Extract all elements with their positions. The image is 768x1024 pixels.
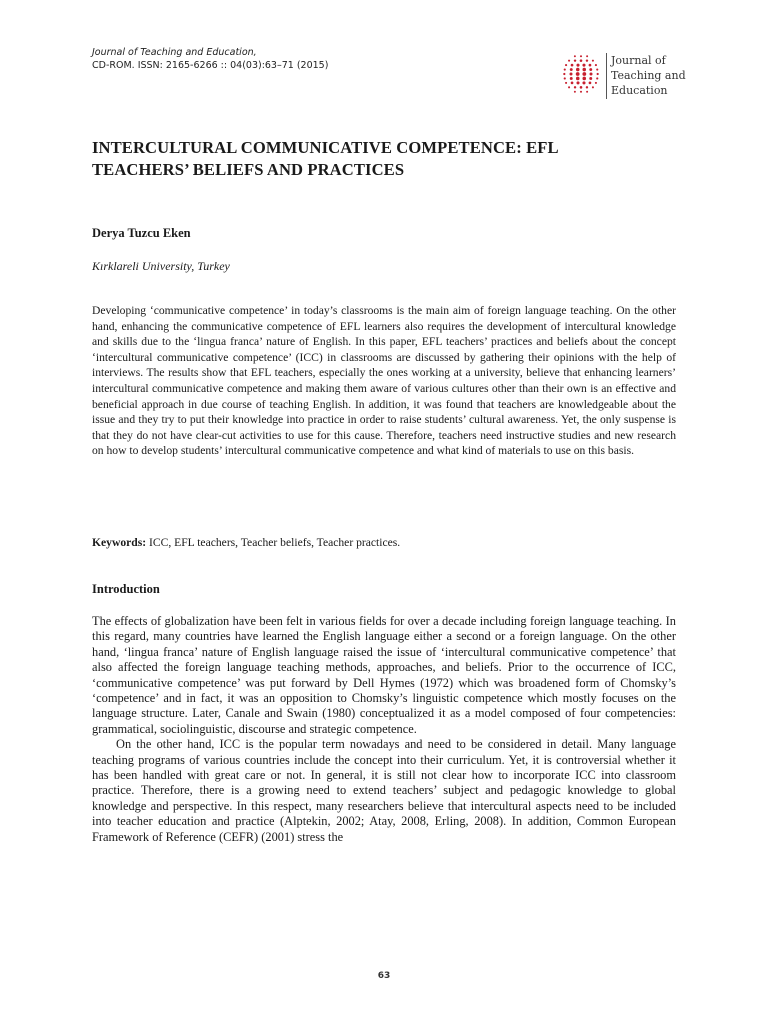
globe-dot [586,86,588,88]
author-affiliation: Kırklareli University, Turkey [92,259,230,273]
globe-dot [596,77,598,79]
globe-dot [590,73,593,76]
article-title [92,137,692,181]
globe-dot [580,59,583,62]
globe-dot [595,82,597,84]
title-line: INTERCULTURAL COMMUNICATIVE COMPETENCE: EFL [92,138,559,157]
journal-citation [92,46,328,72]
globe-dot [589,77,592,80]
globe-dot [563,73,565,75]
globe-dot [580,55,582,57]
body-text [92,614,676,845]
globe-dot [565,64,567,66]
globe-dot [571,82,574,85]
globe-dot [586,91,588,93]
globe-dot [576,68,580,72]
globe-dot [596,68,598,70]
logo-text [611,53,686,98]
globe-dot [568,86,570,88]
globe-dot [576,64,579,67]
journal-logo [558,51,688,101]
globe-dot [570,73,573,76]
globe-dot [576,77,580,81]
journal-issn: CD-ROM. ISSN: 2165-6266 :: 04(03):63–71 (2015) [92,60,329,71]
section-heading: Introduction [92,582,160,596]
logo-text-line: Journal of [611,54,666,67]
globe-dot [589,68,592,71]
paragraph: The effects of globalization have been felt in various fields for over a decade including foreign language teaching. In this regard, many countries have learned the English language either a second or a foreign language. On the other hand, ‘lingua franca’ nature of English language raised the issue of ‘intercultural communicative competence’ that also affected the foreign language teaching methods, approaches, and beliefs. Prior to the occurrence of ICC, ‘communicative competence’ was put forward by Dell Hymes (1972) which was broadened form of Chomsky’s ‘competence’ and in fact, it was an opposition to Chomsky’s linguistic competence which mostly focuses on the language structure. Later, Canale and Swain (1980) conceptualized it as a model composed of four competencies: grammatical, sociolinguistic, discourse and strategic competence. [92,614,676,736]
logo-text-line: Teaching and [611,69,686,82]
page-number: 63 [377,971,391,981]
globe-dot [576,72,580,76]
globe-dot [570,68,573,71]
globe-dot [597,73,599,75]
paragraph: On the other hand, ICC is the popular term nowadays and need to be considered in detail. Many language teaching programs of various countries include the concept into their curriculum. Yet, it is controversial whether it has been handled with great care or not. In general, it is still not clear how to incorporate ICC into classroom practice. Therefore, there is a growing need to extend teachers’ subject and pedagogic knowledge to global knowledge and perspective. In this respect, many researchers believe that intercultural aspects need to be included into teacher education and practice (Alptekin, 2002; Atay, 2008, Erling, 2008). In addition, Common European Framework of Reference (CEFR) (2001) stress the [92,737,676,844]
globe-dot [582,72,586,76]
globe-dot [574,86,576,88]
globe-dot [589,82,592,85]
globe-dot [574,91,576,93]
globe-dot [571,64,574,67]
globe-dot [574,55,576,57]
globe-dot [582,64,585,67]
globe-dot [580,91,582,93]
globe-dot [592,86,594,88]
logo-divider [606,53,607,99]
globe-dot [582,68,586,72]
globe-dot [574,59,576,61]
globe-dot [565,82,567,84]
author-name: Derya Tuzcu Eken [92,226,191,240]
globe-dot [592,60,594,62]
globe-dot [580,86,583,89]
abstract: Developing ‘communicative competence’ in today’s classrooms is the main aim of foreign language teaching. On the other hand, enhancing the communicative competence of EFL learners also requires the development of intercultural knowledge and skills due to the ‘lingua franca’ nature of English. In this paper, EFL teachers’ practices and beliefs about the concept ‘intercultural communicative competence’ (ICC) in classrooms are discussed by gathering their opinions with the help of interviews. The results show that EFL teachers, especially the ones working at a university, believe that enhancing learners’ intercultural communicative competence and making them aware of various cultures other than their own is an effective and beneficial approach in due course of teaching English. In addition, it was found that teachers are knowledgeable about the issue and they try to put their knowledge into practice in order to raise students’ cultural awareness. Yet, the only suspense is that they do not have clear-cut activities to use for this cause. Therefore, teachers need instructive studies and new research on how to develop students’ intercultural communicative competence and what kind of materials to use on this basis. [92,304,676,458]
keywords-list: ICC, EFL teachers, Teacher beliefs, Teacher practices. [146,536,401,549]
globe-dot [595,64,597,66]
keywords [92,536,400,549]
globe-dot [570,77,573,80]
globe-dot [582,81,585,84]
globe-dot [586,55,588,57]
title-line: TEACHERS’ BELIEFS AND PRACTICES [92,160,405,179]
journal-name: Journal of Teaching and Education, [92,47,257,58]
globe-dot [568,60,570,62]
globe-dot [564,68,566,70]
globe-dot [582,77,586,81]
globe-dot [564,77,566,79]
globe-dot [589,64,592,67]
keywords-label: Keywords: [92,536,147,549]
globe-icon [558,51,604,97]
logo-text-line: Education [611,84,668,97]
globe-dot [576,81,579,84]
globe-dot [586,59,588,61]
